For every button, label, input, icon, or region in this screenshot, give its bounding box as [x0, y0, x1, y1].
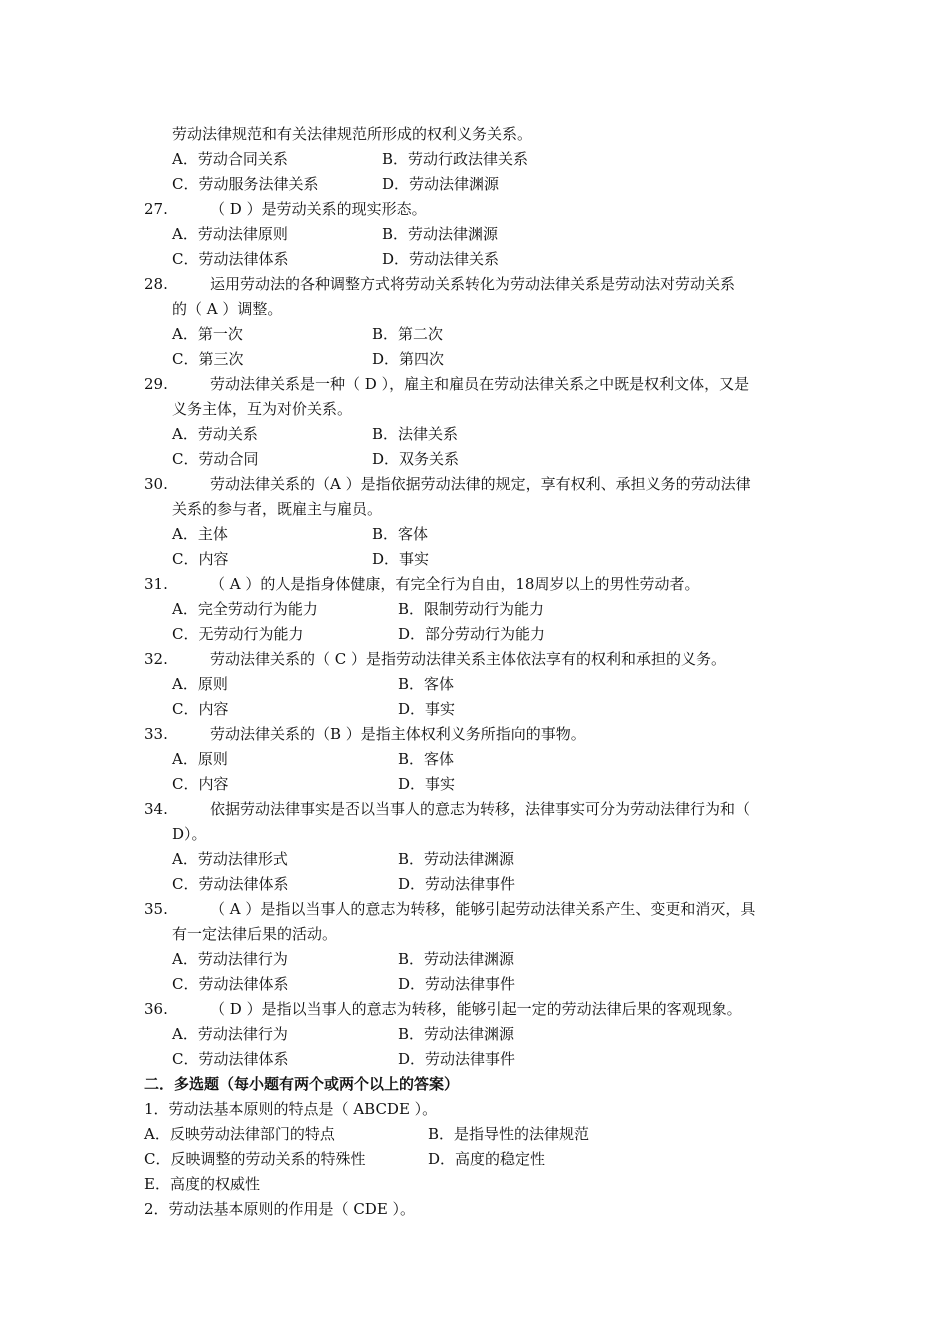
option-b: B．限制劳动行为能力 [398, 600, 545, 618]
option-b: B．劳动法律渊源 [398, 950, 515, 968]
options-row [0, 1122, 950, 1147]
option-c: C．内容 [172, 775, 229, 793]
question-stem: 劳动法律关系的（A ）是指依据劳动法律的规定，享有权利、承担义务的劳动法律 [210, 475, 751, 493]
option-b: B．客体 [398, 750, 455, 768]
option-a: A．第一次 [172, 325, 243, 343]
option-b: B．是指导性的法律规范 [428, 1125, 590, 1143]
option-d: D．高度的稳定性 [428, 1150, 546, 1168]
question-stem: （ D ）是劳动关系的现实形态。 [210, 200, 427, 218]
question-stem-continuation: 有一定法律后果的活动。 [172, 925, 338, 943]
options-row [0, 172, 950, 197]
question-32 [0, 647, 950, 672]
option-c: C．内容 [172, 700, 229, 718]
options-row [0, 947, 950, 972]
option-b: B．劳动法律渊源 [398, 1025, 515, 1043]
options-row [0, 597, 950, 622]
options-row [0, 747, 950, 772]
option-b: B．劳动法律渊源 [398, 850, 515, 868]
option-a: A．劳动法律行为 [172, 950, 288, 968]
option-d: D．劳动法律渊源 [382, 175, 500, 193]
option-b: B．劳动行政法律关系 [382, 150, 529, 168]
option-d: D．劳动法律事件 [398, 975, 516, 993]
option-d: D．第四次 [372, 350, 445, 368]
question-stem: 劳动法律关系是一种（ D ），雇主和雇员在劳动法律关系之中既是权利文体，又是 [210, 375, 750, 393]
options-row [0, 972, 950, 997]
option-c: C．劳动法律体系 [172, 875, 289, 893]
option-b: B．劳动法律渊源 [382, 225, 499, 243]
question-number: 35. [144, 900, 168, 918]
question-stem: 劳动法律关系的（ C ）是指劳动法律关系主体依法享有的权利和承担的义务。 [210, 650, 727, 668]
option-d: D．双务关系 [372, 450, 460, 468]
options-row [0, 222, 950, 247]
option-a: A．主体 [172, 525, 228, 543]
option-b: B．客体 [372, 525, 429, 543]
multi-question-2: 2．劳动法基本原则的作用是（ CDE ）。 [144, 1200, 416, 1218]
option-e: E．高度的权威性 [144, 1175, 260, 1193]
options-row [0, 1047, 950, 1072]
option-b: B．客体 [398, 675, 455, 693]
multi-question-1: 1．劳动法基本原则的特点是（ ABCDE ）。 [144, 1100, 438, 1118]
section-heading: 二．多选题（每小题有两个或两个以上的答案） [144, 1075, 460, 1093]
option-c: C．劳动合同 [172, 450, 259, 468]
question-number: 29. [144, 375, 168, 393]
option-c: C．劳动法律体系 [172, 1050, 289, 1068]
question-stem: （ D ）是指以当事人的意志为转移，能够引起一定的劳动法律后果的客观现象。 [210, 1000, 742, 1018]
question-number: 33. [144, 725, 168, 743]
options-row [0, 447, 950, 472]
question-26-continuation: 劳动法律规范和有关法律规范所形成的权利义务关系。 [172, 125, 533, 143]
question-stem: （ A ）是指以当事人的意志为转移，能够引起劳动法律关系产生、变更和消灭，具 [210, 900, 756, 918]
options-row [0, 322, 950, 347]
question-28 [0, 272, 950, 297]
options-row [0, 622, 950, 647]
option-c: C．劳动服务法律关系 [172, 175, 319, 193]
question-29 [0, 372, 950, 397]
question-number: 36. [144, 1000, 168, 1018]
options-row [0, 672, 950, 697]
question-27 [0, 197, 950, 222]
question-36 [0, 997, 950, 1022]
question-stem-continuation: 关系的参与者，既雇主与雇员。 [172, 500, 383, 518]
question-stem: （ A ）的人是指身体健康，有完全行为自由，18周岁以上的男性劳动者。 [210, 575, 700, 593]
question-stem-continuation: 义务主体，互为对价关系。 [172, 400, 353, 418]
question-stem: 依据劳动法律事实是否以当事人的意志为转移，法律事实可分为劳动法律行为和（ [210, 800, 751, 818]
question-number: 31. [144, 575, 168, 593]
option-b: B．法律关系 [372, 425, 459, 443]
options-row [0, 347, 950, 372]
document-page [0, 122, 950, 1222]
option-c: C．劳动法律体系 [172, 250, 289, 268]
option-d: D．劳动法律关系 [382, 250, 500, 268]
question-35-line2 [0, 922, 950, 947]
option-d: D．部分劳动行为能力 [398, 625, 546, 643]
question-34-line2 [0, 822, 950, 847]
options-row [0, 547, 950, 572]
options-row [0, 247, 950, 272]
question-stem: 运用劳动法的各种调整方式将劳动关系转化为劳动法律关系是劳动法对劳动关系 [210, 275, 736, 293]
option-a: A．劳动法律行为 [172, 1025, 288, 1043]
options-row [0, 772, 950, 797]
option-a: A．劳动关系 [172, 425, 258, 443]
question-number: 28. [144, 275, 168, 293]
question-stem-continuation: D）。 [172, 825, 207, 843]
question-28-line2 [0, 297, 950, 322]
option-a: A．劳动法律原则 [172, 225, 288, 243]
option-c: C．劳动法律体系 [172, 975, 289, 993]
question-number: 27. [144, 200, 168, 218]
options-row [0, 697, 950, 722]
options-row [0, 1022, 950, 1047]
options-row [0, 422, 950, 447]
option-d: D．劳动法律事件 [398, 1050, 516, 1068]
options-row [0, 147, 950, 172]
question-number: 30. [144, 475, 168, 493]
question-stem-continuation: 的（ A ）调整。 [172, 300, 283, 318]
question-number: 34. [144, 800, 168, 818]
question-29-line2 [0, 397, 950, 422]
option-c: C．第三次 [172, 350, 244, 368]
question-35 [0, 897, 950, 922]
option-c: C．内容 [172, 550, 229, 568]
options-row [0, 1147, 950, 1172]
option-a: A．原则 [172, 750, 228, 768]
question-30-line2 [0, 497, 950, 522]
options-row [0, 872, 950, 897]
option-d: D．事实 [372, 550, 430, 568]
option-a: A．劳动合同关系 [172, 150, 288, 168]
options-row [0, 522, 950, 547]
options-row [0, 1172, 950, 1197]
question-30 [0, 472, 950, 497]
question-34 [0, 797, 950, 822]
question-33 [0, 722, 950, 747]
option-c: C．反映调整的劳动关系的特殊性 [144, 1150, 366, 1168]
question-number: 32. [144, 650, 168, 668]
option-d: D．劳动法律事件 [398, 875, 516, 893]
option-d: D．事实 [398, 775, 456, 793]
option-a: A．劳动法律形式 [172, 850, 288, 868]
option-a: A．反映劳动法律部门的特点 [144, 1125, 335, 1143]
option-b: B．第二次 [372, 325, 444, 343]
option-d: D．事实 [398, 700, 456, 718]
option-c: C．无劳动行为能力 [172, 625, 304, 643]
option-a: A．原则 [172, 675, 228, 693]
question-31 [0, 572, 950, 597]
question-stem: 劳动法律关系的（B ）是指主体权利义务所指向的事物。 [210, 725, 586, 743]
options-row [0, 847, 950, 872]
option-a: A．完全劳动行为能力 [172, 600, 318, 618]
